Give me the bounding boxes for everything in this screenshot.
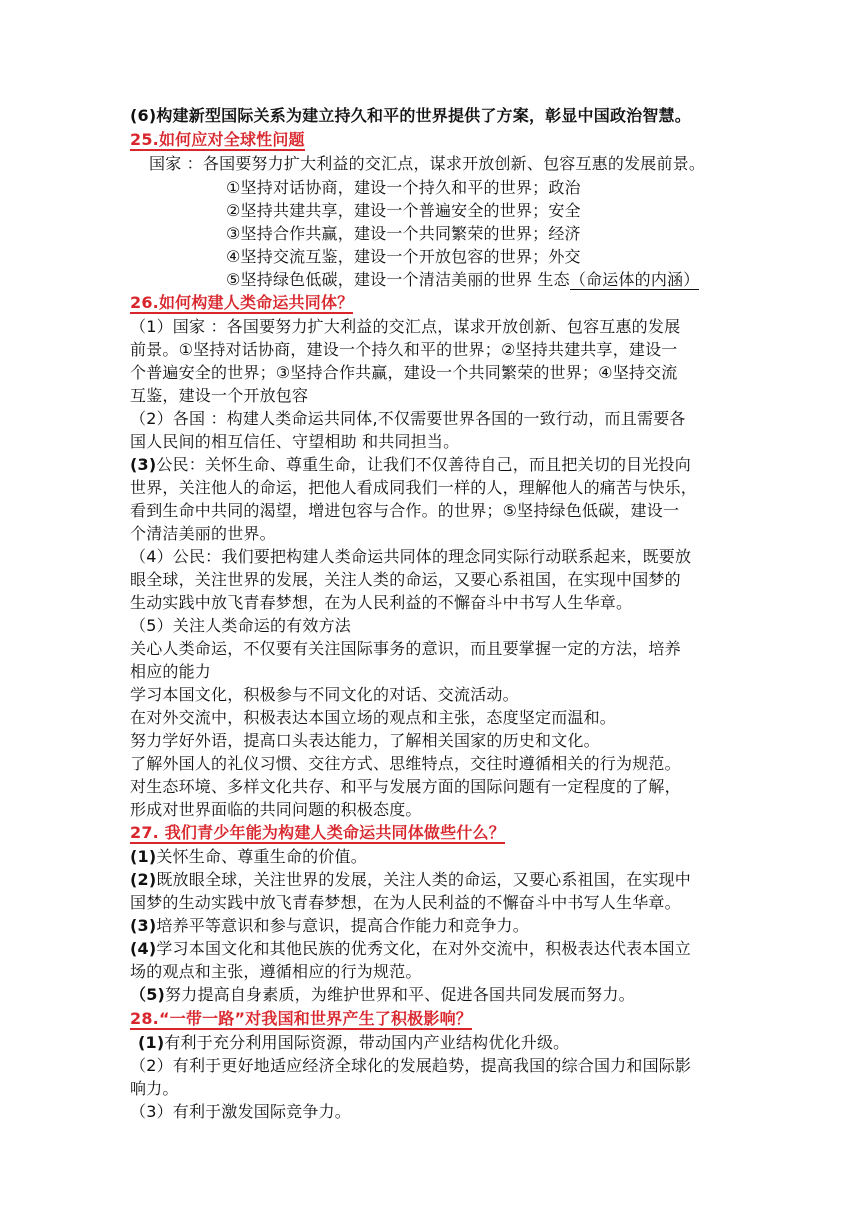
q27-item-5 <box>130 983 635 1007</box>
q26-line-18: 在对外交流中，积极表达本国立场的观点和主张，态度坚定而温和。 <box>130 708 617 727</box>
q25-country-line: 国家 ：各国要努力扩大利益的交汇点，谋求开放创新、包容互惠的发展前景。 <box>149 154 706 173</box>
q27-item-3-text: 培养平等意识和参与意识，提高合作能力和竞争力。 <box>156 916 529 935</box>
q25-item-2: ②坚持共建共享，建设一个普遍安全的世界；安全 <box>226 201 581 220</box>
q26-line-5: （2）各国 ：构建人类命运共同体,不仅需要世界各国的一致行动，而且需要各 <box>130 409 686 428</box>
q28-item-3: （3）有利于激发国际竞争力。 <box>130 1102 351 1121</box>
heading-25 <box>130 128 305 152</box>
heading-27 <box>130 821 505 845</box>
q26-line-4: 互鉴，建设一个开放包容 <box>130 386 309 405</box>
q27-item-2-text: 既放眼全球，关注世界的发展，关注人类的命运，又要心系祖国，在实现中 <box>156 870 691 889</box>
q26-line-13: 生动实践中放飞青春梦想，在为人民利益的不懈奋斗中书写人生华章。 <box>130 593 633 612</box>
q28-item-1 <box>138 1031 569 1055</box>
q27-item-1-number: (1) <box>130 847 157 866</box>
q28-item-2: （2）有利于更好地适应经济全球化的发展趋势，提高我国的综合国力和国际影 <box>130 1056 692 1075</box>
q27-item-5-number: （5) <box>130 985 166 1004</box>
q27-item-1-text: 关怀生命、尊重生命的价值。 <box>156 847 367 866</box>
q26-line-16: 相应的能力 <box>130 662 212 681</box>
q26-line-15: 关心人类命运，不仅要有关注国际事务的意识，而且要掌握一定的方法，培养 <box>130 639 681 658</box>
point-6-body: (6)构建新型国际关系为建立持久和平的世界提供了方案，彰显中国政治智慧。 <box>130 106 691 125</box>
q26-line-8: 世界，关注他人的命运，把他人看成同我们一样的人，理解他人的痛苦与快乐， <box>130 478 698 497</box>
q27-item-1 <box>130 845 367 869</box>
q26-line-17: 学习本国文化，积极参与不同文化的对话、交流活动。 <box>130 685 519 704</box>
q27-item-3-number: (3) <box>130 916 157 935</box>
q26-line-7 <box>130 453 691 477</box>
q25-note: （命运体的内涵） <box>569 270 700 289</box>
q25-item-4: ④坚持交流互鉴，建设一个开放包容的世界；外交 <box>226 247 581 266</box>
q25-item-1: ①坚持对话协商，建设一个持久和平的世界；政治 <box>226 178 581 197</box>
q28-item-2-cont: 响力。 <box>130 1079 179 1098</box>
point-6-text <box>130 104 691 128</box>
heading-25-text: 25.如何应对全球性问题 <box>130 130 305 149</box>
q26-line-9: 看到生命中共同的渴望，增进包容与合作。的世界；⑤坚持绿色低碳，建设一 <box>130 501 680 520</box>
q25-item-3: ③坚持合作共赢，建设一个共同繁荣的世界；经济 <box>226 224 581 243</box>
heading-26 <box>130 291 353 315</box>
q26-line-6: 国人民间的相互信任、守望相助 和共同担当。 <box>130 432 460 451</box>
q25-item-5 <box>226 268 699 292</box>
q26-line-22: 形成对世界面临的共同问题的积极态度。 <box>130 800 422 819</box>
q28-item-1-text: 有利于充分利用国际资源，带动国内产业结构优化升级。 <box>164 1033 570 1052</box>
q26-line-21: 对生态环境、多样文化共存、和平与发展方面的国际问题有一定程度的了解， <box>130 777 681 796</box>
q27-item-4 <box>130 937 691 961</box>
heading-28 <box>130 1007 472 1031</box>
q26-line-3: 个普遍安全的世界；③坚持合作共赢，建设一个共同繁荣的世界；④坚持交流 <box>130 363 678 382</box>
q26-line-11: （4）公民：我们要把构建人类命运共同体的理念同实际行动联系起来，既要放 <box>130 547 692 566</box>
q28-item-1-number: (1) <box>138 1033 165 1052</box>
q26-line-2: 前景。①坚持对话协商，建设一个持久和平的世界；②坚持共建共享，建设一 <box>130 340 678 359</box>
q27-item-2 <box>130 868 691 892</box>
q26-line-10: 个清洁美丽的世界。 <box>130 524 276 543</box>
q27-item-4-cont: 场的观点和主张，遵循相应的行为规范。 <box>130 962 422 981</box>
q26-line-1: （1）国家 ：各国要努力扩大利益的交汇点，谋求开放创新、包容互惠的发展 <box>130 317 681 336</box>
q26-line-20: 了解外国人的礼仪习惯、交往方式、思维特点，交往时遵循相关的行为规范。 <box>130 754 681 773</box>
q27-item-4-text: 学习本国文化和其他民族的优秀文化，在对外交流中，积极表达代表本国立 <box>156 939 691 958</box>
heading-26-text: 26.如何构建人类命运共同体？ <box>130 293 354 312</box>
heading-28-text: 28.“一带一路”对我国和世界产生了积极影响？ <box>130 1009 472 1028</box>
q26-item-3-number: (3) <box>130 455 157 474</box>
q26-line-14: （5）关注人类命运的有效方法 <box>130 616 351 635</box>
q26-line-19: 努力学好外语，提高口头表达能力，了解相关国家的历史和文化。 <box>130 731 600 750</box>
q27-item-4-number: (4) <box>130 939 157 958</box>
q27-item-2-number: (2) <box>130 870 157 889</box>
heading-27-text: 27. 我们青少年能为构建人类命运共同体做些什么？ <box>130 823 505 842</box>
q27-item-5-text: 努力提高自身素质，为维护世界和平、促进各国共同发展而努力。 <box>165 985 635 1004</box>
q26-line-12: 眼全球，关注世界的发展，关注人类的命运，又要心系祖国，在实现中国梦的 <box>130 570 681 589</box>
q26-item-3-text: 公民：关怀生命、尊重生命，让我们不仅善待自己，而且把关切的目光投向 <box>156 455 691 474</box>
q27-item-2-cont: 国梦的生动实践中放飞青春梦想，在为人民利益的不懈奋斗中书写人生华章。 <box>130 893 681 912</box>
q25-item-5-text: ⑤坚持绿色低碳，建设一个清洁美丽的世界 生态 <box>226 270 570 289</box>
q27-item-3 <box>130 914 529 938</box>
